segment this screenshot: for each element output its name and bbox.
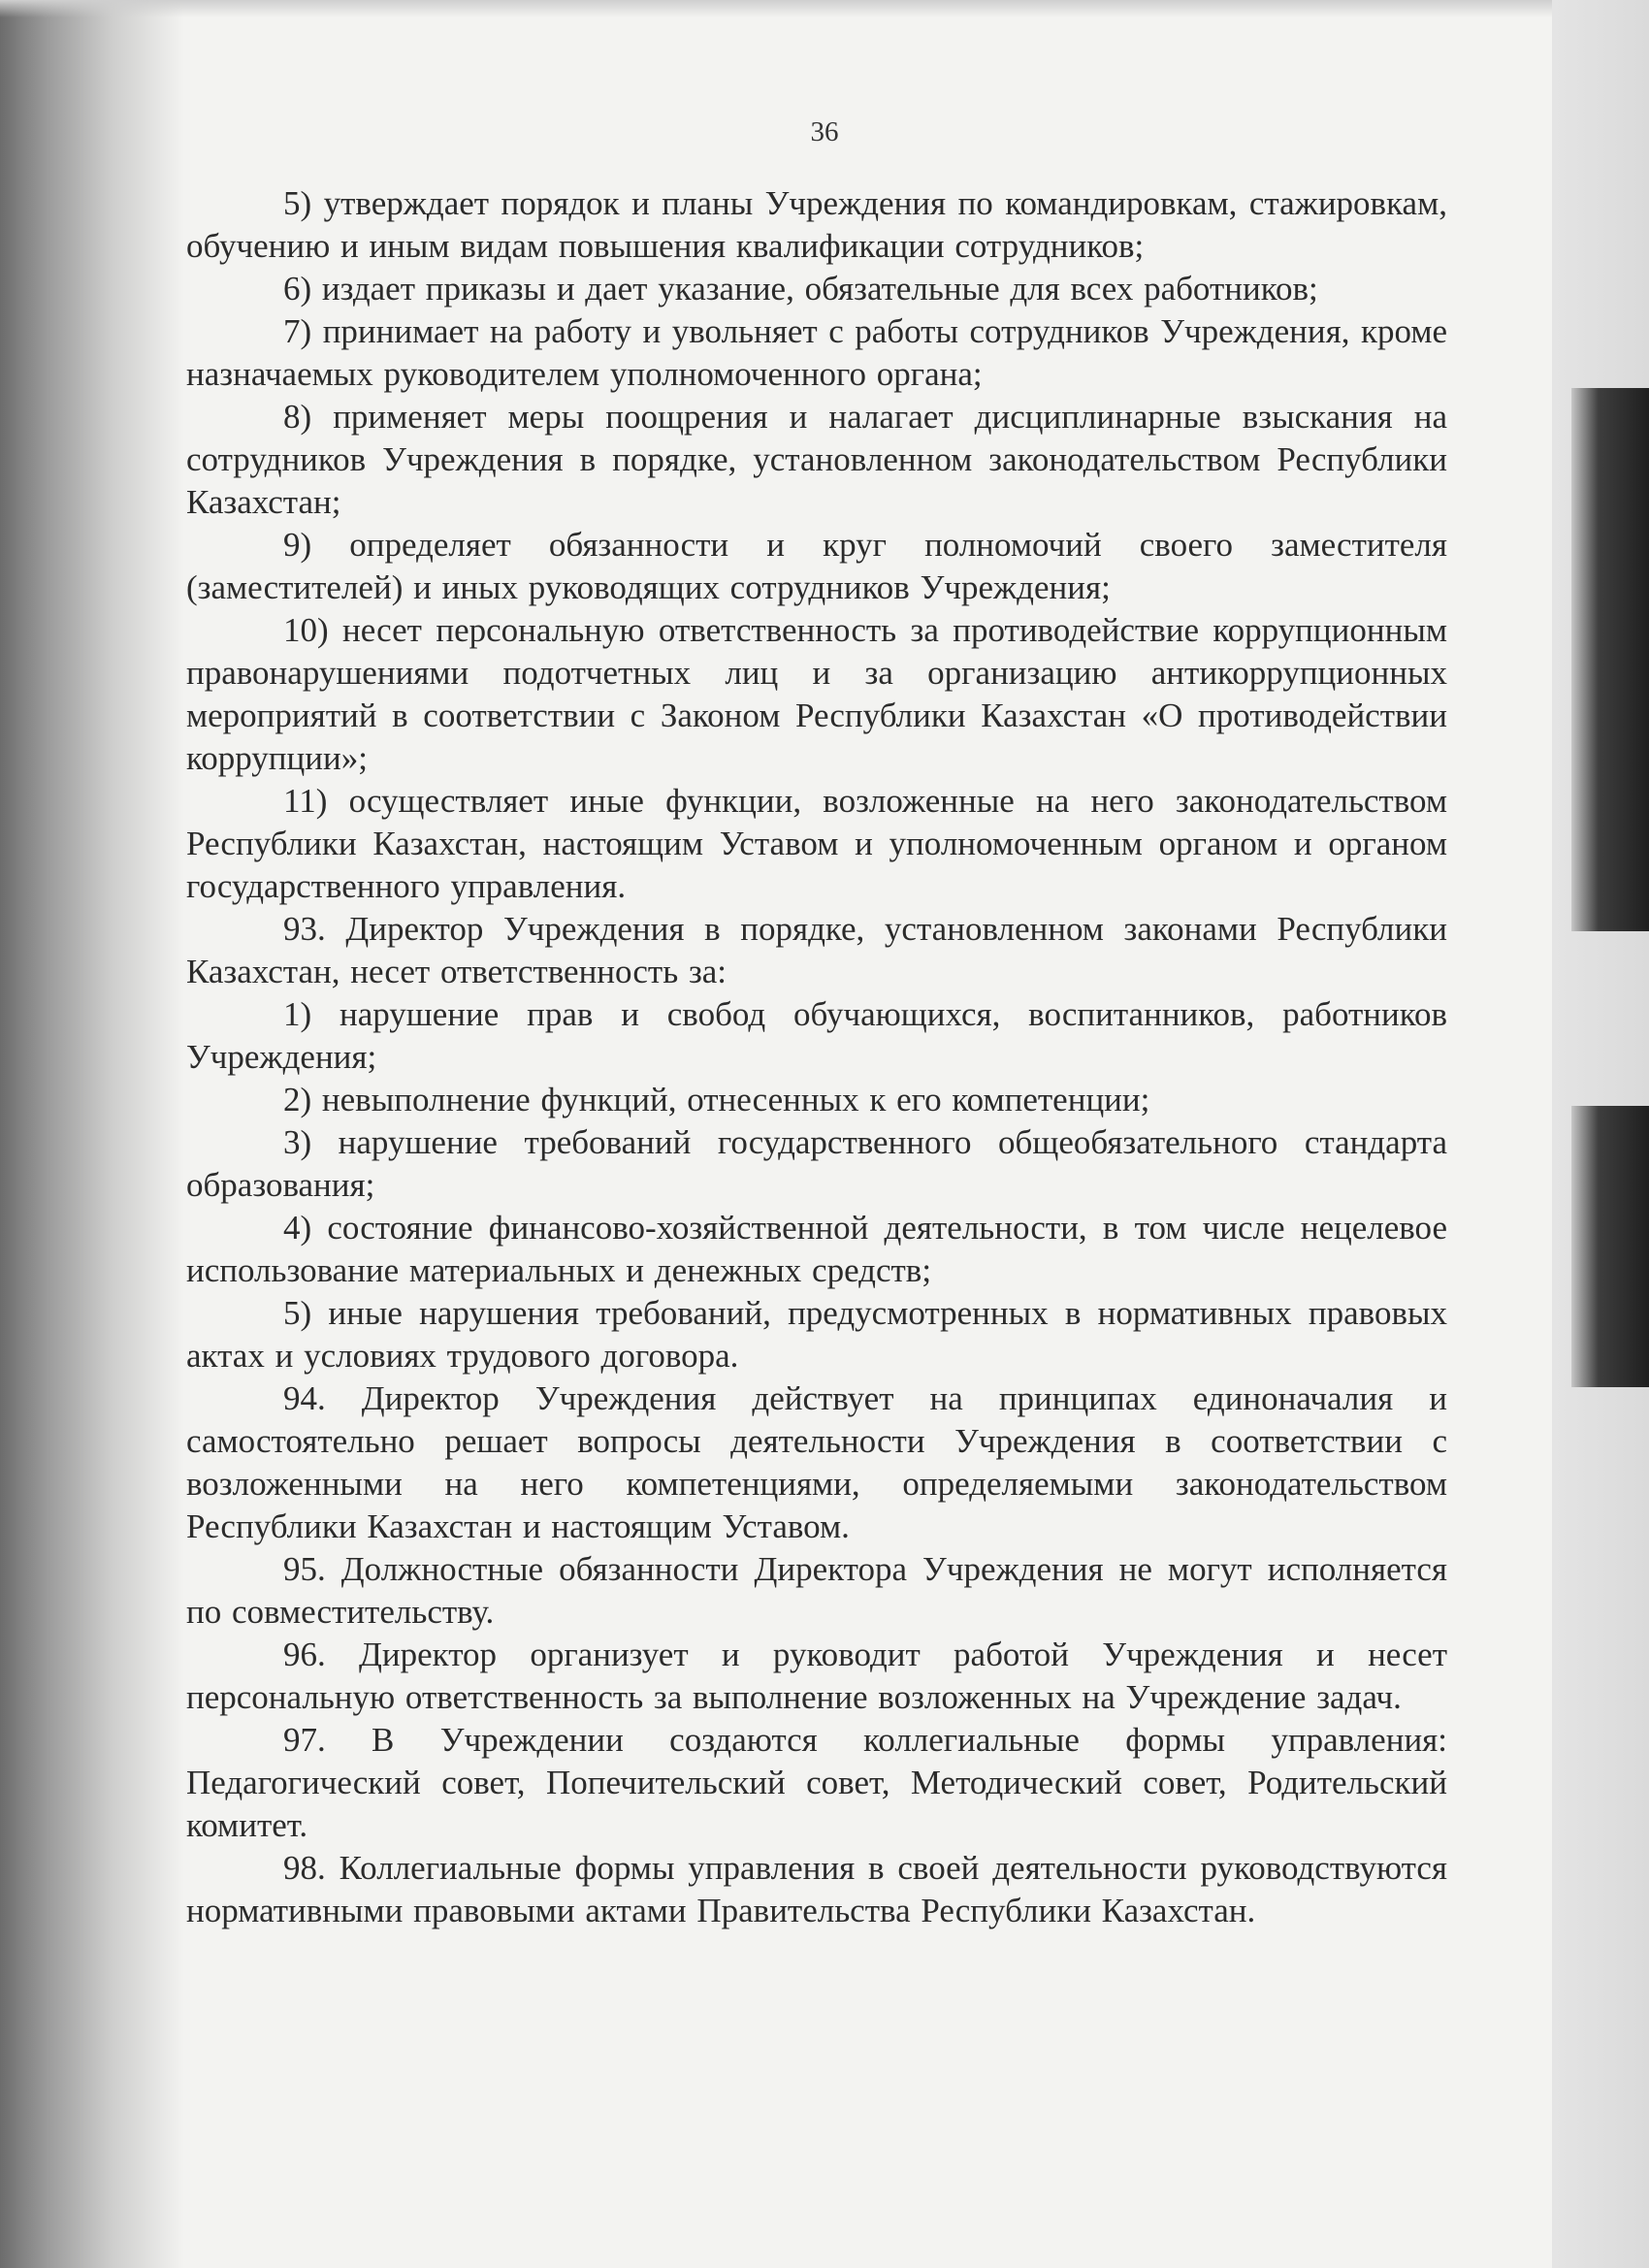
paragraph-93-item-2: 2) невыполнение функций, отнесенных к его компетенции; bbox=[283, 1081, 1150, 1118]
paragraph-section-95: 95. Должностные обязанности Директора Учреждения не могут исполняется по совместительству. bbox=[186, 1550, 1447, 1631]
paragraph-item-8: 8) применяет меры поощрения и налагает дисциплинарные взыскания на сотрудников Учреждения в порядке, установленном законодательством Республики Казахстан; bbox=[186, 398, 1447, 521]
paragraph-item-5: 5) утверждает порядок и планы Учреждения по командировкам, стажировкам, обучению и иным видам повышения квалификации сотрудников; bbox=[186, 184, 1447, 265]
scan-binding-shadow-upper bbox=[1571, 388, 1649, 931]
scan-binding-shadow-lower bbox=[1571, 1106, 1649, 1387]
paragraph-item-11: 11) осуществляет иные функции, возложенные на него законодательством Республики Казахстан, настоящим Уставом и уполномоченным органом и органом государственного управления. bbox=[186, 782, 1447, 905]
paragraph-93-item-4: 4) состояние финансово-хозяйственной деятельности, в том числе нецелевое использование материальных и денежных средств; bbox=[186, 1209, 1447, 1289]
page-number: 36 bbox=[810, 116, 839, 147]
scan-top-shadow bbox=[0, 0, 1649, 17]
paragraph-section-96: 96. Директор организует и руководит работой Учреждения и несет персональную ответственность за выполнение возложенных на Учреждение задач. bbox=[186, 1636, 1447, 1716]
scan-left-shadow bbox=[0, 0, 184, 2268]
paragraph-item-6: 6) издает приказы и дает указание, обязательные для всех работников; bbox=[283, 270, 1318, 308]
paragraph-93-item-5: 5) иные нарушения требований, предусмотренных в нормативных правовых актах и условиях трудового договора. bbox=[186, 1294, 1447, 1375]
paragraph-section-94: 94. Директор Учреждения действует на принципах единоначалия и самостоятельно решает вопросы деятельности Учреждения в соответствии с возложенными на него компетенциями, определяемыми законодательством Республики Казахстан и настоящим Уставом. bbox=[186, 1379, 1447, 1545]
paragraph-item-9: 9) определяет обязанности и круг полномочий своего заместителя (заместителей) и иных руководящих сотрудников Учреждения; bbox=[186, 526, 1447, 606]
paragraph-item-7: 7) принимает на работу и увольняет с работы сотрудников Учреждения, кроме назначаемых руководителем уполномоченного органа; bbox=[186, 312, 1447, 393]
paragraph-93-item-1: 1) нарушение прав и свобод обучающихся, воспитанников, работников Учреждения; bbox=[186, 995, 1447, 1076]
paragraph-93-item-3: 3) нарушение требований государственного общеобязательного стандарта образования; bbox=[186, 1123, 1447, 1204]
paragraph-section-93: 93. Директор Учреждения в порядке, установленном законами Республики Казахстан, несет ответственность за: bbox=[186, 910, 1447, 990]
paragraph-item-10: 10) несет персональную ответственность за противодействие коррупционным правонарушениями подотчетных лиц и за организацию антикоррупционных мероприятий в соответствии с Законом Республики Казахстан «О противодействии коррупции»; bbox=[186, 611, 1447, 777]
document-body bbox=[186, 182, 1447, 1932]
paragraph-section-97: 97. В Учреждении создаются коллегиальные формы управления: Педагогический совет, Попечительский совет, Методический совет, Родительский комитет. bbox=[186, 1721, 1447, 1844]
paragraph-section-98: 98. Коллегиальные формы управления в своей деятельности руководствуются нормативными правовыми актами Правительства Республики Казахстан. bbox=[186, 1849, 1447, 1929]
